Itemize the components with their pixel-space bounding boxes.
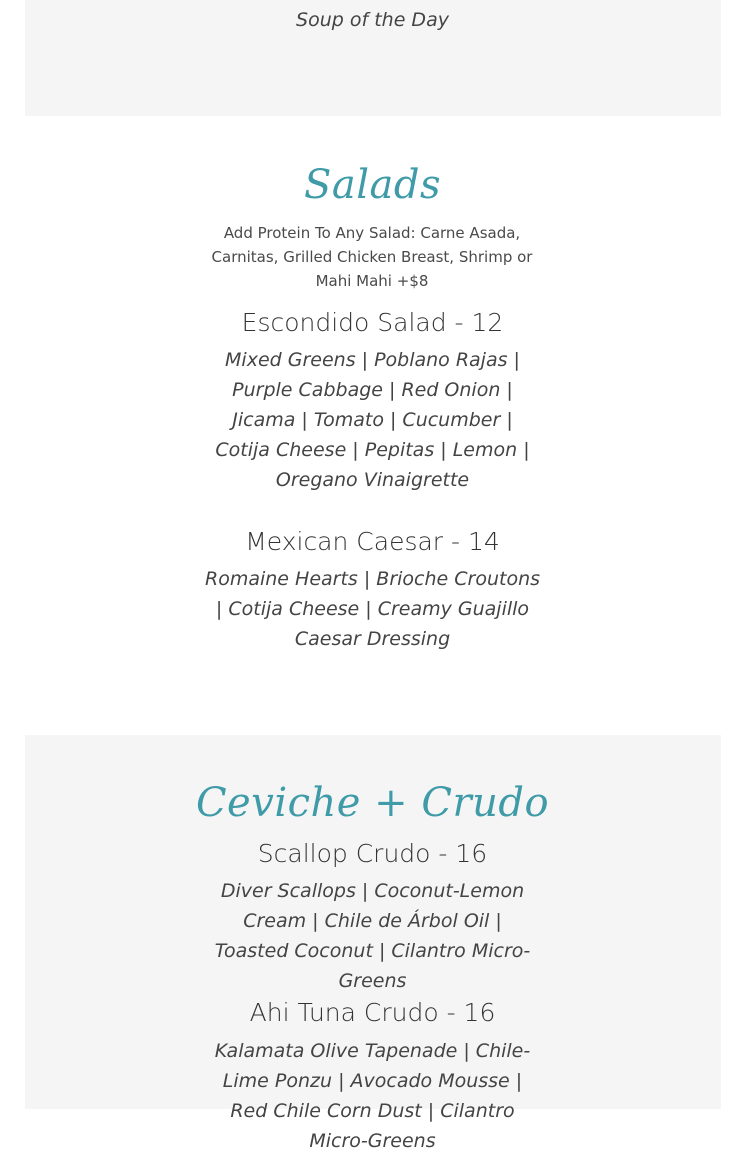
menu-item-description: Romaine Hearts | Brioche Croutons | Cotija Cheese | Creamy Guajillo Caesar Dressing [205,568,541,650]
soup-of-the-day-label: Soup of the Day [296,9,449,31]
menu-item-description: Mixed Greens | Poblano Rajas | Purple Cabbage | Red Onion | Jicama | Tomato | Cucumber | Cotija Cheese | Pepitas | Lemon | Oregano Vinaigrette [215,349,530,491]
menu-item-name: Escondido Salad - 12 [241,308,504,337]
ceviche-section-title: Ceviche + Crudo [195,780,550,826]
salads-section-title: Salads [303,162,442,208]
salads-protein-note: Add Protein To Any Salad: Carne Asada, Carnitas, Grilled Chicken Breast, Shrimp or Mahi Mahi +$8 [211,224,533,290]
menu-item-name: Ahi Tuna Crudo - 16 [249,998,496,1027]
menu-item-name: Mexican Caesar - 14 [245,527,500,556]
menu-item-name: Scallop Crudo - 16 [257,839,488,868]
menu-item-description: Kalamata Olive Tapenade | Chile-Lime Ponzu | Avocado Mousse | Red Chile Corn Dust | Cilantro Micro-Greens [214,1040,531,1152]
menu-item-description: Diver Scallops | Coconut-Lemon Cream | Chile de Árbol Oil | Toasted Coconut | Cilantro Micro-Greens [214,880,531,992]
